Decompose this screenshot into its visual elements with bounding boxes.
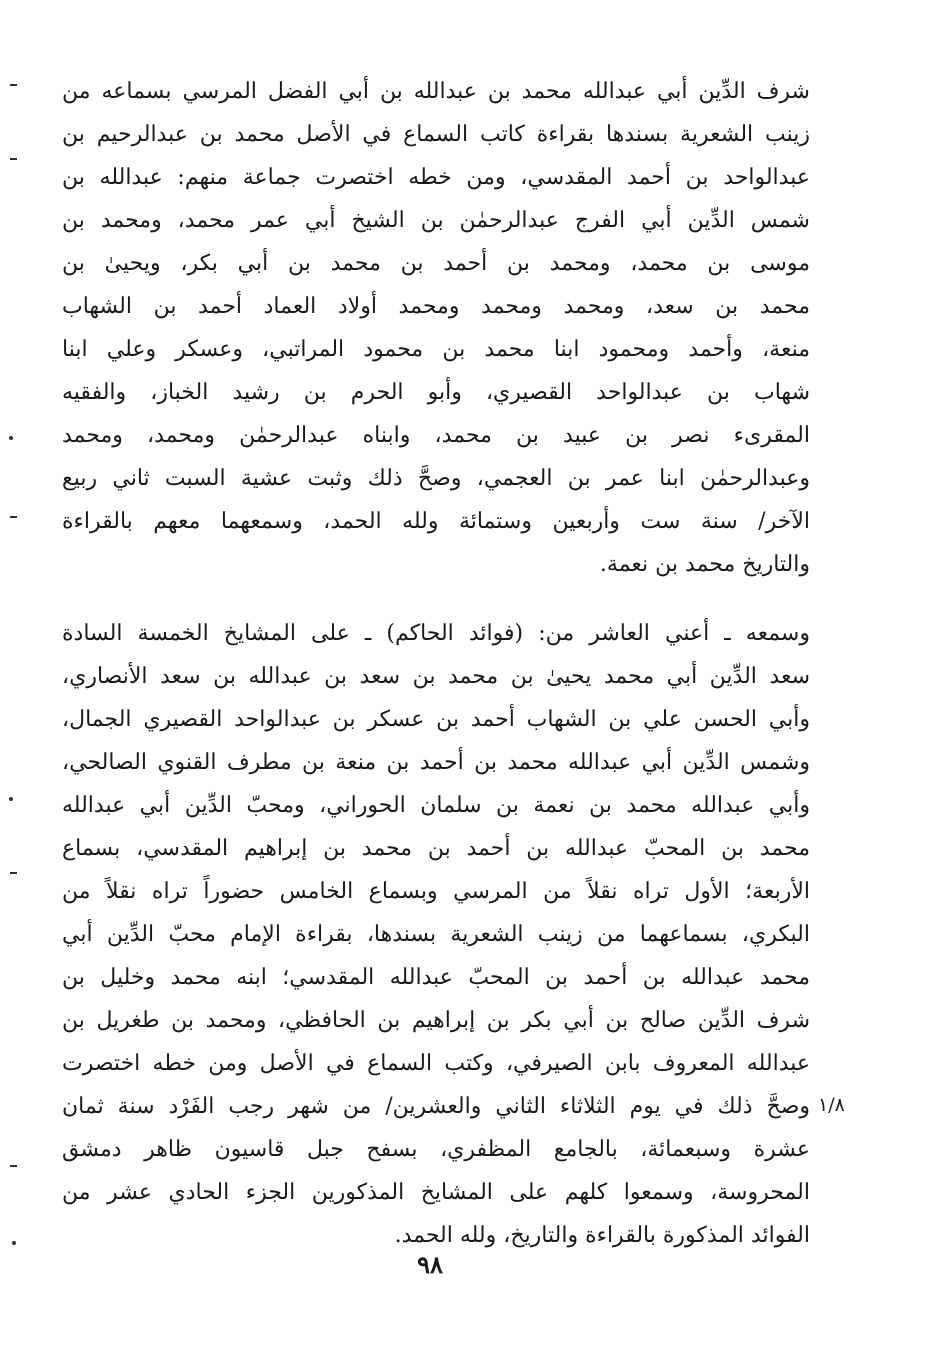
text-line: الأربعة؛ الأول تراه نقلاً من المرسي وبسماع الخامس حضوراً تراه نقلاً من [62, 879, 810, 904]
text-line: محمد عبدالله بن أحمد بن المحبّ عبدالله المقدسي؛ ابنه محمد وخليل بن [62, 965, 810, 990]
scan-mark [10, 158, 17, 160]
scan-mark [10, 872, 17, 874]
text-line: وأبي عبدالله محمد بن نعمة بن سلمان الحوراني، ومحبّ الدِّين أبي عبدالله [62, 793, 810, 818]
scan-mark [12, 1241, 16, 1245]
text-line: وشمس الدِّين أبي عبدالله محمد بن أحمد بن منعة بن مطرف القنوي الصالحي، [62, 750, 810, 775]
text-line: وصحَّ ذلك في يوم الثلاثاء الثاني والعشرين/ من شهر رجب الفَرْد سنة ثمان [62, 1094, 810, 1119]
margin-folio-note: ١/٨ [818, 1094, 845, 1116]
text-line: والتاريخ محمد بن نعمة. [599, 552, 810, 577]
paragraph-2 [62, 612, 810, 1257]
text-line: عبدالواحد بن أحمد المقدسي، ومن خطه اختصرت جماعة منهم: عبدالله بن [62, 165, 810, 190]
text-line: المقرىء نصر بن عبيد بن محمد، وابناه عبدالرحمٰن ومحمد، ومحمد [62, 423, 810, 448]
text-line: شرف الدِّين صالح بن أبي بكر بن إبراهيم بن الحافظي، ومحمد بن طغريل بن [62, 1008, 810, 1033]
text-line: موسى بن محمد، ومحمد بن أحمد بن محمد بن أبي بكر، ويحيىٰ بن [62, 251, 810, 276]
text-line: زينب الشعرية بسندها بقراءة كاتب السماع في الأصل محمد بن عبدالرحيم بن [62, 122, 810, 147]
text-line: البكري، بسماعهما من زينب الشعرية بسندها، بقراءة الإمام محبّ الدِّين أبي [62, 922, 810, 947]
text-line: عبدالله المعروف بابن الصيرفي، وكتب السماع في الأصل ومن خطه اختصرت [62, 1051, 810, 1076]
text-line: محمد بن المحبّ عبدالله بن أحمد بن محمد بن إبراهيم المقدسي، بسماع [62, 836, 810, 861]
text-line: منعة، وأحمد ومحمود ابنا محمد بن محمود المراتبي، وعسكر وعلي ابنا [62, 337, 810, 362]
text-line: وسمعه ـ أعني العاشر من: (فوائد الحاكم) ـ على المشايخ الخمسة السادة [62, 621, 810, 646]
page-number: ٩٨ [417, 1250, 443, 1279]
scan-mark [10, 516, 17, 518]
scan-mark [9, 797, 13, 801]
text-line: الفوائد المذكورة بالقراءة والتاريخ، ولله الحمد. [394, 1223, 810, 1248]
scan-mark [9, 436, 13, 440]
text-line: عشرة وسبعمائة، بالجامع المظفري، بسفح جبل قاسيون ظاهر دمشق [62, 1137, 810, 1162]
text-line: وعبدالرحمٰن ابنا عمر بن العجمي، وصحَّ ذلك وثبت عشية السبت ثاني ربيع [62, 466, 810, 491]
text-line: محمد بن سعد، ومحمد ومحمد ومحمد أولاد العماد أحمد بن الشهاب [62, 294, 810, 319]
text-line: شمس الدِّين أبي الفرج عبدالرحمٰن بن الشيخ أبي عمر محمد، ومحمد بن [62, 208, 810, 233]
text-line: وأبي الحسن علي بن الشهاب أحمد بن عسكر بن عبدالواحد القصيري الجمال، [62, 707, 810, 732]
scan-mark [10, 84, 17, 86]
scan-mark [10, 1165, 17, 1167]
text-line: شرف الدِّين أبي عبدالله محمد بن عبدالله بن أبي الفضل المرسي بسماعه من [62, 79, 810, 104]
text-line: شهاب بن عبدالواحد القصيري، وأبو الحرم بن رشيد الخباز، والفقيه [62, 380, 810, 405]
paragraph-1 [62, 70, 810, 586]
text-line: الآخر/ سنة ست وأربعين وستمائة ولله الحمد، وسمعهما معهم بالقراءة [62, 509, 810, 534]
text-line: المحروسة، وسمعوا كلهم على المشايخ المذكورين الجزء الحادي عشر من [62, 1180, 810, 1205]
text-line: سعد الدِّين أبي محمد يحيىٰ بن محمد بن سعد بن عبدالله بن سعد الأنصاري، [62, 664, 810, 689]
